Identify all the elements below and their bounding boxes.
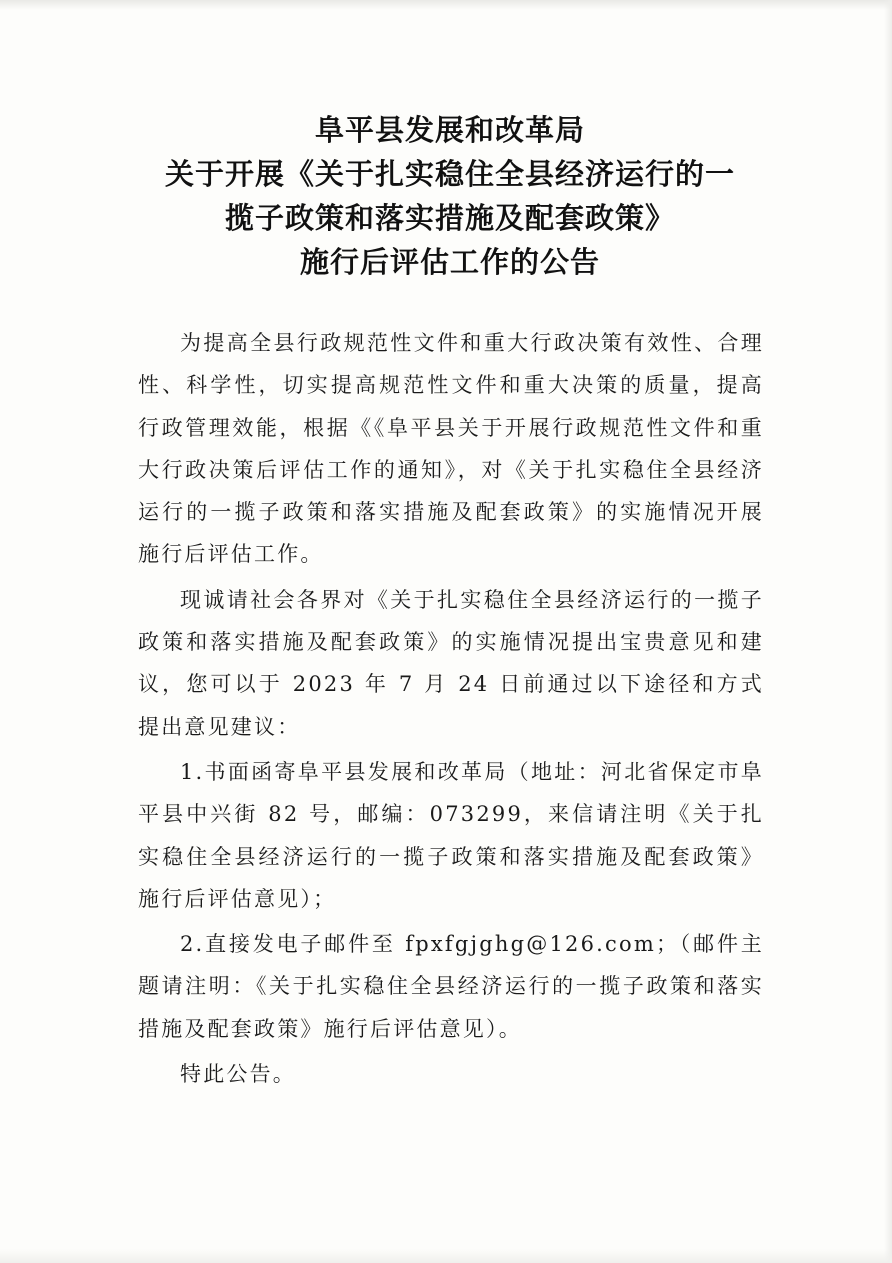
title-line-4: 施行后评估工作的公告 [299,245,600,279]
title-line-1: 阜平县发展和改革局 [314,113,585,147]
scan-edge-shadow-bottom [0,1249,892,1263]
paragraph-invitation: 现诚请社会各界对《关于扎实稳住全县经济运行的一揽子政策和落实措施及配套政策》的实施情况提出宝贵意见和建议，您可以于 2023 年 7 月 24 日前通过以下途径和方式提出意见建议： [138,587,764,739]
title-line-3: 揽子政策和落实措施及配套政策》 [224,201,675,235]
document-body [138,322,764,1095]
scan-edge-shadow-top [0,0,892,10]
scan-edge-shadow-right [884,0,892,1263]
paragraph-mail-channel: 1.书面函寄阜平县发展和改革局（地址：河北省保定市阜平县中兴街 82 号，邮编：073299，来信请注明《关于扎实稳住全县经济运行的一揽子政策和落实措施及配套政策》施行后评估意见）； [138,759,764,911]
paragraph-purpose: 为提高全县行政规范性文件和重大行政决策有效性、合理性、科学性，切实提高规范性文件和重大决策的质量，提高行政管理效能，根据《《阜平县关于开展行政规范性文件和重大行政决策后评估工作的通知》，对《关于扎实稳住全县经济运行的一揽子政策和落实措施及配套政策》的实施情况开展施行后评估工作。 [138,331,764,567]
title-line-2: 关于开展《关于扎实稳住全县经济运行的一 [164,157,735,191]
document-title [100,108,800,284]
paragraph-email-channel: 2.直接发电子邮件至 fpxfgjghg@126.com；（邮件主题请注明：《关于扎实稳住全县经济运行的一揽子政策和落实措施及配套政策》施行后评估意见）。 [138,932,764,1041]
closing-statement: 特此公告。 [180,1062,296,1087]
